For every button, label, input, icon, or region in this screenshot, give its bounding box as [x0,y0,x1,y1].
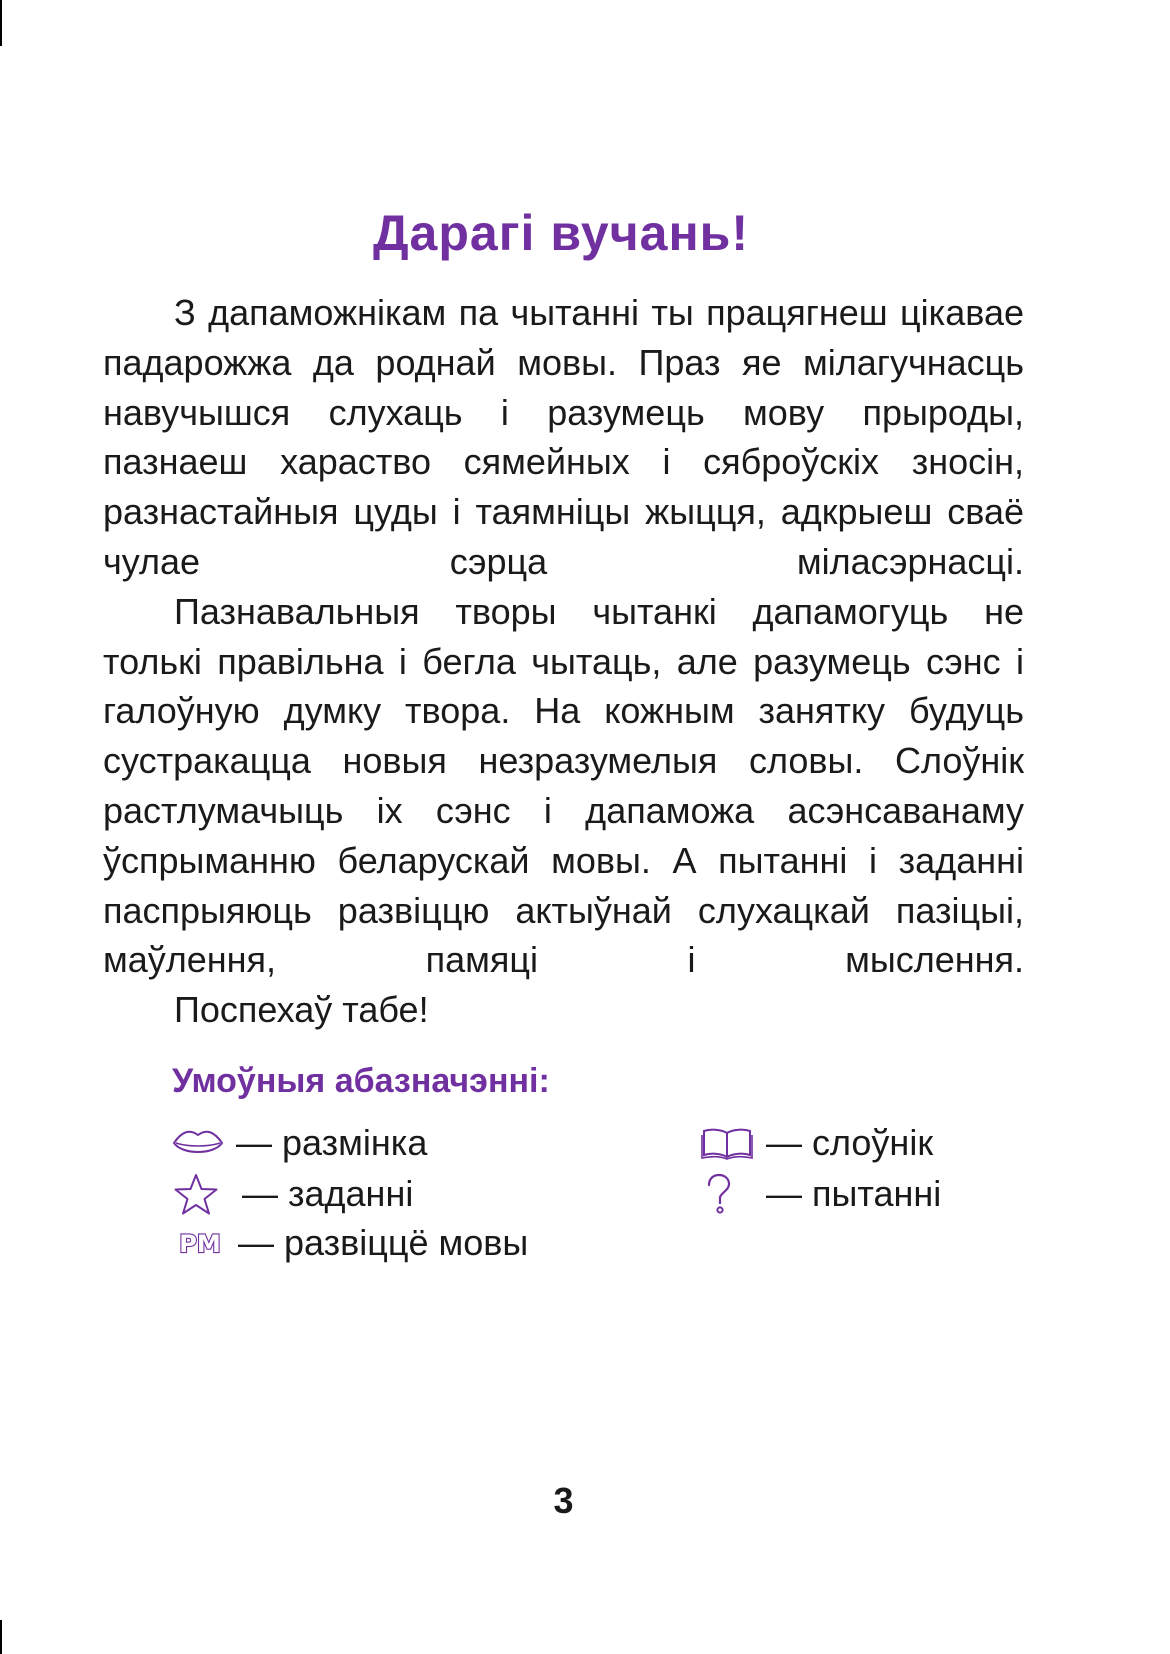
legend-item-warmup [172,1122,427,1164]
legend-item-tasks [172,1172,413,1216]
rm-icon [172,1227,228,1259]
legend-item-speech [172,1222,528,1264]
lips-icon [172,1125,224,1161]
legend-label: — слоўнік [766,1122,934,1163]
paragraph-intro: З дапаможнікам па чытанні ты працягнеш цікавае падарожжа да роднай мовы. Праз яе мілагучнасць навучышся слухаць і разумець мову прыроды, пазнаеш хараство сямейных і сяброўскіх зносін, разнастайныя цуды і таямніцы жыцця, адкрыеш сваё чулае сэрца міласэрнасці. [103,292,1024,582]
rm-icon-text: РМ [179,1230,221,1258]
legend-item-questions [700,1172,941,1216]
legend-label: — пытанні [766,1173,942,1214]
crop-mark-top [0,0,2,46]
legend-label: — развіццё мовы [238,1222,529,1263]
legend-label: — размінка [236,1122,428,1163]
question-icon [700,1172,736,1216]
body-text [103,288,1024,1035]
star-icon [172,1172,220,1216]
page-title: Дарагі вучань! [372,205,750,261]
book-icon [700,1125,754,1161]
crop-mark-bottom [0,1620,2,1654]
page-number: 3 [553,1480,574,1521]
legend-title: Умоўныя абазначэнні: [172,1062,550,1100]
paragraph-details: Пазнавальныя творы чытанкі дапамогуць не толькі правільна і бегла чытаць, але разумець сэнс і галоўную думку твора. На кожным занятку будуць сустракацца новыя незразумелыя словы. Слоўнік растлумачыць іх сэнс і дапаможа асэнсаванаму ўспрыманню беларускай мовы. А пытанні і заданні паспрыяюць развіццю актыўнай слухацкай пазіцыі, маўлення, памяці і мыслення. [103,590,1024,981]
legend-item-dictionary [700,1122,933,1164]
paragraph-wish: Поспехаў табе! [174,989,429,1031]
legend-label: — заданні [242,1173,414,1214]
